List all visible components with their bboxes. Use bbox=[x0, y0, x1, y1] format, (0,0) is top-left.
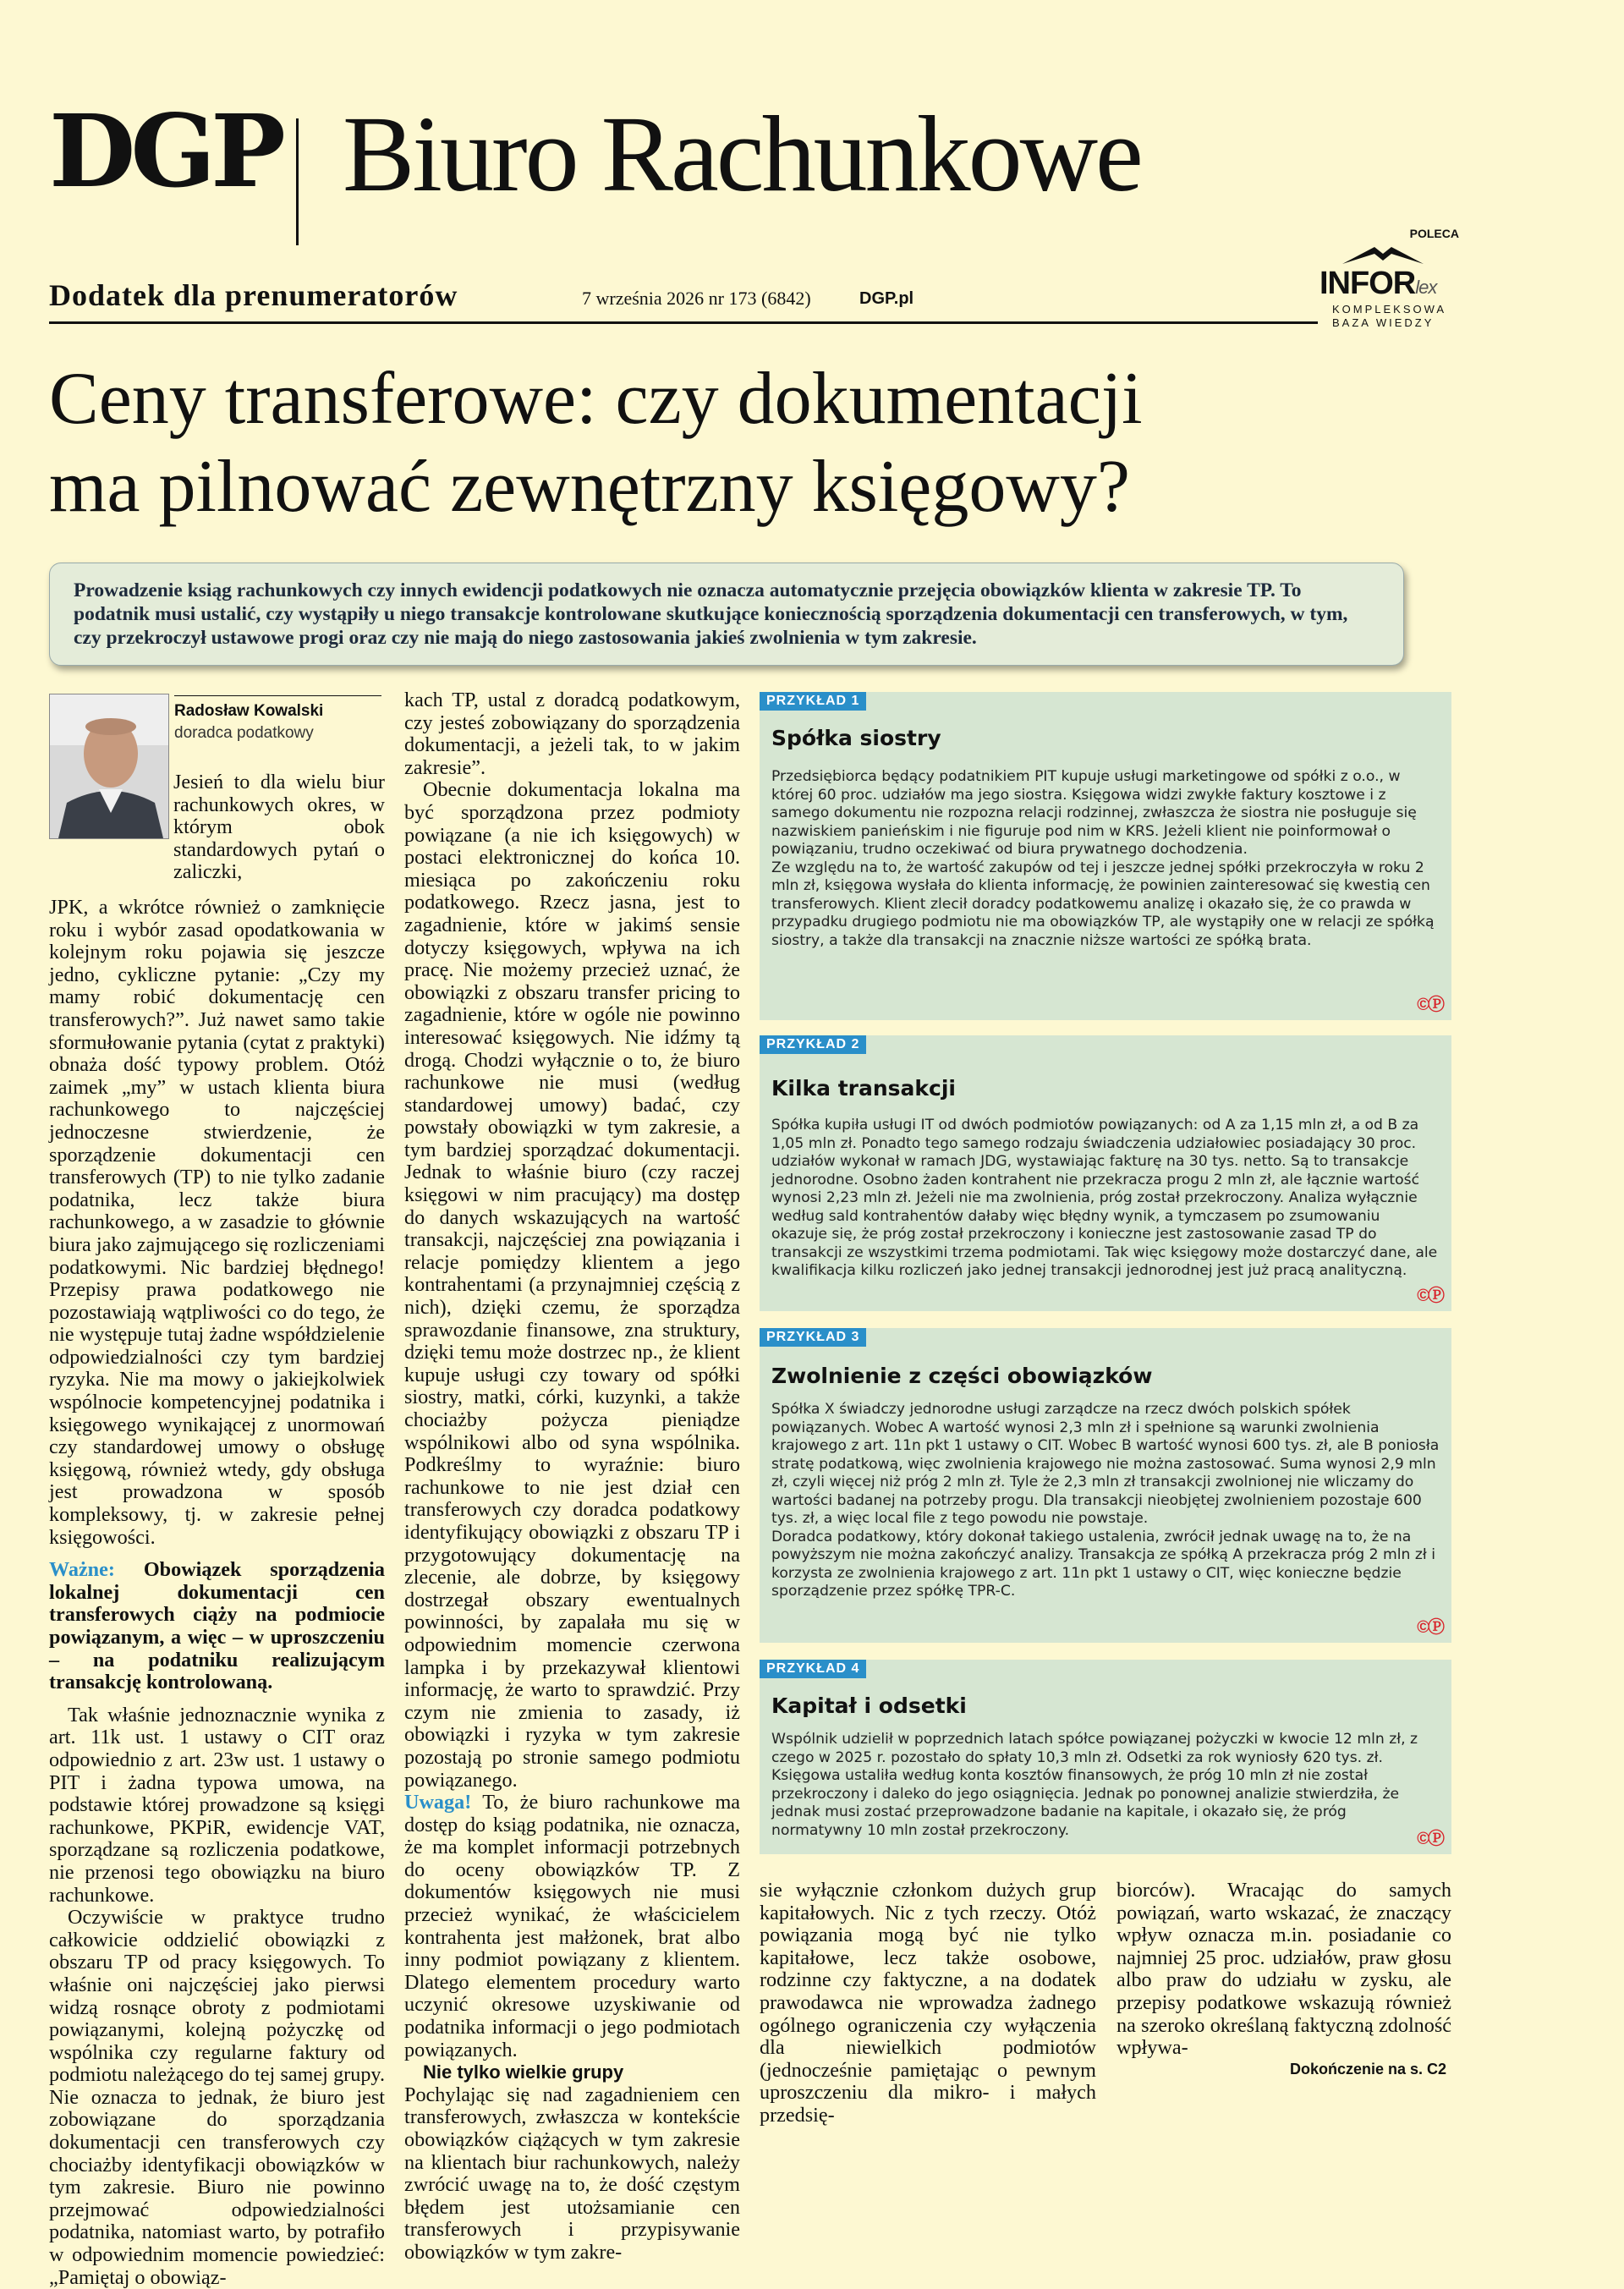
example-box-2 bbox=[760, 1035, 1451, 1311]
example-title: Spółka siostry bbox=[771, 726, 941, 750]
wazne-label: Ważne: bbox=[49, 1558, 115, 1582]
column-4 bbox=[1116, 1880, 1451, 2060]
infor-poleca: POLECA bbox=[1409, 227, 1459, 240]
example-title: Kilka transakcji bbox=[771, 1076, 956, 1101]
example-box-1 bbox=[760, 692, 1451, 1020]
infor-logo bbox=[1320, 266, 1436, 302]
brand-logo: DGP bbox=[49, 92, 281, 210]
section-title: Biuro Rachunkowe bbox=[343, 94, 1141, 214]
example-text-1: Spółka X świadczy jednorodne usługi zarządcze na rzecz dwóch polskich spółek powiązanych. Wobec A wartość wynosi 2,3 mln zł i spełnione są warunki zwolnienia krajowego z art. 11n pkt 1 ustawy o CIT. Wobec B wartość wynosi 600 tys. zł, ale B poniosła stratę podatkową, więc zwolnienia krajowego nie można zastosować. Suma wynosi 2,9 mln zł, czyli więcej niż próg 2 mln zł. Tyle że 2,3 mln zł transakcji zwolnionej nie wliczamy do wartości badanej na potrzeby progu. Dla transakcji nieobjętej zwolnieniem pozostaje 600 tys. zł, a więc local file z tego powodu nie powstaje. bbox=[771, 1401, 1440, 1527]
example-text-2: Ze względu na to, że wartość zakupów od tej i jeszcze jednej spółki przekroczyła w roku 2 mln zł, księgowa wysłała do klienta informację, że powinien zainteresować się kwestią cen transferowych. Klient zlecił doradcy podatkowemu analizę i okazało się, że co prawda w przypadku drugiego podmiotu nie ma obowiązków TP, ale wystąpiły one w relacji ze spółką siostry, a także dla transakcji na znacznie niższe wartości ze spółką brata. bbox=[771, 859, 1435, 949]
column-1 bbox=[49, 897, 385, 2289]
lead-text: Prowadzenie ksiąg rachunkowych czy innych ewidencji podatkowych nie oznacza automatycznie przejęcia obowiązków klienta w zakresie TP. To podatnik musi ustalić, czy wystąpiły u niego transakcje kontrolowane skutkujące koniecznością sporządzenia dokumentacji cen transferowych, w tym, czy przekroczył ustawowe progi oraz czy nie mają do niego zastosowania jakieś zwolnienia w tym zakresie. bbox=[74, 579, 1348, 649]
example-title: Kapitał i odsetki bbox=[771, 1693, 967, 1718]
headline-line-1: Ceny transferowe: czy dokumentacji bbox=[49, 358, 1143, 440]
headline-line-2: ma pilnować zewnętrzny księgowy? bbox=[49, 446, 1130, 528]
example-body bbox=[771, 768, 1440, 950]
supplement-label: Dodatek dla prenumeratorów bbox=[49, 278, 458, 312]
subhead: Nie tylko wielkie grupy bbox=[423, 2061, 624, 2083]
article-headline bbox=[49, 355, 1572, 531]
col1-paragraph-2: Tak właśnie jednoznacznie wynika z art. 11k ust. 1 ustawy o CIT oraz odpowiednio z art. 23w ust. 1 ustawy o PIT i żadna typowa umowa, na podstawie której prowadzone są księgi rachunkowe, PKPiR, ewidencje VAT, sporządzane są rozliczenia podatkowe, nie przenosi tego obowiązku na biuro rachunkowe. bbox=[49, 1703, 385, 1907]
infor-tagline-1: KOMPLEKSOWA bbox=[1332, 303, 1447, 316]
example-text-2: Doradca podatkowy, który dokonał takiego ustalenia, zwrócił jednak uwagę na to, że na powyższym nie można zakończyć analizy. Transakcja ze spółką A przekracza próg 2 mln zł i korzysta ze zwolnienia krajowego z art. 11n pkt 1 ustawy o CIT, więc konieczne będzie sporządzenie przez spółkę TPR-C. bbox=[771, 1528, 1436, 1600]
site-link[interactable]: DGP.pl bbox=[859, 289, 914, 308]
infor-bird-icon bbox=[1341, 242, 1425, 267]
example-body bbox=[771, 1731, 1440, 1840]
author-role: doradca podatkowy bbox=[174, 724, 314, 742]
example-body bbox=[771, 1117, 1440, 1281]
copyright-mark: ©Ⓟ bbox=[1417, 1618, 1443, 1637]
masthead-rule bbox=[49, 321, 1318, 324]
issue-date: 7 września 2026 nr 173 (6842) bbox=[582, 288, 811, 309]
column-2 bbox=[404, 689, 740, 2264]
example-tag: PRZYKŁAD 3 bbox=[760, 1328, 866, 1347]
example-tag: PRZYKŁAD 2 bbox=[760, 1035, 866, 1054]
infor-logo-suffix: lex bbox=[1415, 277, 1437, 298]
col2-paragraph-2: Obecnie dokumentacja lokalna ma być sporządzona przez podmioty powiązane (a nie ich księgowych) w postaci elektronicznej do końca 10. miesiąca po zakończeniu roku podatkowego. Rzecz jasna, jest to zagadnienie, które w jakimś sensie dotyczy księgowych, wpływa na ich pracę. Nie możemy przecież uznać, że obowiązki z obszaru transfer pricing to zagadnienie, które w ogóle nie powinno interesować księgowych. Nie idźmy tą drogą. Chodzi wyłącznie o to, że biuro rachunkowe nie musi (według standardowej umowy) badać, czy powstały obowiązki w tym zakresie, a tym bardziej sporządzać dokumentacji. Jednak to właśnie biuro (czy raczej księgowi w nim pracujący) ma dostęp do danych wskazujących na wartość transakcji, najczęściej zna powiązania i relacje pomiędzy klientem a jego kontrahentami (a przynajmniej częścią z nich), dzięki czemu, że sporządza sprawozdanie finansowe, zna struktury, dzięki temu może dostrzec np., że klient kupuje usługi czy towary od spółki siostry, matki, córki, kuzynki, a także chociażby pożycza pieniądze wspólnikowi albo od syna wspólnika. Podkreślmy to wyraźnie: biuro rachunkowe to nie jest dział cen transferowych czy doradca podatkowy identyfikujący obowiązki z obszaru TP i przygotowujący dokumentację na zlecenie, ale dobrze, by księgowy dostrzegał obszary ewentualnych powinności, by zapalała mu się w odpowiednim momencie czerwona lampka i by przekazywał klientowi informację, że warto to sprawdzić. Przy czym nie zmienia to zasady, iż obowiązki i ryzyka w tym zakresie pozostają po stronie samego podmiotu powiązanego. bbox=[404, 778, 740, 1792]
col2-paragraph-3: Pochylając się nad zagadnieniem cen transferowych, zwłaszcza w kontekście obowiązków ciążących w tym zakresie na klientach biur rachunkowych, należy zwrócić uwagę na to, że dość częstym błędem jest utożsamianie cen transferowych i przypisywanie obowiązków w tym zakre- bbox=[404, 2083, 740, 2264]
uwaga-label: Uwaga! bbox=[404, 1791, 472, 1814]
copyright-mark: ©Ⓟ bbox=[1417, 1287, 1443, 1305]
example-tag: PRZYKŁAD 4 bbox=[760, 1660, 866, 1678]
infor-logo-text: INFOR bbox=[1320, 266, 1416, 301]
example-tag: PRZYKŁAD 1 bbox=[760, 692, 866, 711]
col1-paragraph-3: Oczywiście w praktyce trudno całkowicie oddzielić obowiązki z obszaru TP od pracy księgowych. To właśnie oni najczęściej jako pierwsi widzą rosnące obroty z podmiotami powiązanymi, kolejną pożyczkę od wspólnika czy regularne faktury od podmiotu należącego do tej samej grupy. Nie oznacza to jednak, że biuro jest zobowiązane do sporządzania dokumentacji cen transferowych czy chociażby identyfikacji obowiązków w tym zakresie. Biuro nie powinno przejmować odpowiedzialności podatnika, natomiast warto, by potrafiło w odpowiednim momencie powiedzieć: „Pamiętaj o obowiąz- bbox=[49, 1906, 385, 2289]
wazne-paragraph bbox=[49, 1559, 385, 1694]
uwaga-paragraph bbox=[404, 1792, 740, 2061]
intro-text: Jesień to dla wielu biur rachunkowych okres, w którym obok standardowych pytań o zaliczki, bbox=[173, 771, 385, 884]
example-box-3 bbox=[760, 1328, 1451, 1643]
example-text-1: Przedsiębiorca będący podatnikiem PIT kupuje usługi marketingowe od spółki z o.o., w której 60 proc. udziałów ma jego siostra. Księgowa widzi zwykłe faktury kosztowe i z samego dokumentu nie rozpozna relacji rodzinnej, zwłaszcza że siostra nie posługuje się nazwiskiem panieńskim i nie figuruje pod nim w KRS. Jeżeli klient nie poinformował o powiązaniu, trudno oczekiwać od biura prywatnego dochodzenia. bbox=[771, 768, 1417, 858]
copyright-mark: ©Ⓟ bbox=[1417, 1830, 1443, 1848]
masthead-divider bbox=[296, 118, 299, 245]
infor-tagline-2: BAZA WIEDZY bbox=[1332, 316, 1435, 329]
author-rule bbox=[174, 695, 381, 696]
uwaga-text: To, że biuro rachunkowe ma dostęp do ksiąg podatnika, nie oznacza, że ma komplet informacji potrzebnych do oceny obowiązków TP. Z dokumentów księgowych nie musi przecież wynikać, że właścicielem kontrahenta jest małżonek, brat albo inny podmiot powiązany z klientem. Dlatego elementem procedury warto uczynić okresowe uzyskiwanie od podatnika informacji o jego podmiotach powiązanych. bbox=[404, 1791, 740, 2061]
author-photo bbox=[49, 694, 169, 839]
lead-box bbox=[49, 563, 1404, 666]
intro-paragraph bbox=[173, 771, 385, 884]
col1-paragraph-1: JPK, a wkrótce również o zamknięcie roku i wybór zasad opodatkowania w kolejnym roku pojawia się jeszcze jedno, cykliczne pytanie: „Czy my mamy robić dokumentację cen transferowych?”. Już nawet samo takie sformułowanie pytania (cytat z praktyki) obnaża dość typowy problem. Otóż zaimek „my” w ustach klienta biura rachunkowego to najczęściej jednoczesne stwierdzenie, że sporządzenie dokumentacji cen transferowych (TP) to nie tylko zadanie podatnika, lecz także biura rachunkowego, a w zasadzie to głównie biura jako zajmującego się rozliczeniami podatkowymi. Nic bardziej błędnego! Przepisy prawa podatkowego nie pozostawiają wątpliwości co do tego, że nie występuje tutaj żadne współdzielenie odpowiedzialności czy tym bardziej ryzyka. Nie ma mowy o jakiejkolwiek wspólnocie kompetencyjnej podatnika i księgowego wynikającej z unormowań czy standardowej umowy o obsługę księgową, również wtedy, gdy obsługa jest prowadzona w sposób kompleksowy, tj. w zakresie pełnej księgowości. bbox=[49, 896, 385, 1549]
wazne-text: Obowiązek sporządzenia lokalnej dokumentacji cen transferowych ciąży na podmiocie powiązanym, a więc – w uproszczeniu – na podatniku realizującym transakcję kontrolowaną. bbox=[49, 1558, 385, 1694]
continued-note: Dokończenie na s. C2 bbox=[1290, 2061, 1447, 2078]
example-title: Zwolnienie z części obowiązków bbox=[771, 1364, 1153, 1388]
example-body bbox=[771, 1401, 1440, 1601]
example-text-1: Wspólnik udzielił w poprzednich latach spółce powiązanej pożyczki w kwocie 12 mln zł, z czego w 2025 r. pozostało do spłaty 10,3 mln zł. Odsetki za rok wyniosły 620 tys. zł. Księgowa ustaliła według konta kosztów finansowych, że próg 10 mln zł nie został przekroczony i daleko do jego osiągnięcia. Jednak po ponownej analizie stwierdziła, że jednak musi zostać przeprowadzone badanie na kapitale, i okazało się, że próg normatywny 10 mln został przekroczony. bbox=[771, 1731, 1418, 1839]
column-3 bbox=[760, 1880, 1096, 2127]
col2-paragraph-1: kach TP, ustal z doradcą podatkowym, czy jesteś zobowiązany do sporządzenia dokumentacji, a jeżeli tak, to w jakim zakresie”. bbox=[404, 689, 740, 779]
copyright-mark: ©Ⓟ bbox=[1417, 996, 1443, 1014]
author-portrait-icon bbox=[50, 694, 168, 838]
infor-badge bbox=[1315, 227, 1459, 328]
col4-paragraph-1: biorców). Wracając do samych powiązań, warto wskazać, że znaczący wpływ oznacza m.in. posiadanie co najmniej 25 proc. udziałów, praw głosu albo praw do udziału w zysku, ale przepisy podatkowe wskazują również na szeroko określaną faktyczną zdolność wpływa- bbox=[1116, 1879, 1451, 2060]
author-name: Radosław Kowalski bbox=[174, 702, 324, 720]
col3-paragraph-1: sie wyłącznie członkom dużych grup kapitałowych. Nic z tych rzeczy. Otóż powiązania mogą być nie tylko kapitałowe, lecz także osobowe, rodzinne czy faktyczne, a na dodatek prawodawca nie wprowadza żadnego ogólnego ograniczenia czy wyłączenia dla niewielkich podmiotów (jednocześnie pamiętając o pewnym uproszczeniu dla mikro- i małych przedsię- bbox=[760, 1879, 1096, 2127]
example-text-1: Spółka kupiła usługi IT od dwóch podmiotów powiązanych: od A za 1,15 mln zł, a od B za 1,05 mln zł. Ponadto tego samego rodzaju świadczenia udziałowiec posiadający 30 proc. udziałów wykonał w ramach JDG, wystawiając fakturę na 30 tys. netto. Są to transakcje jednorodne. Osobno żaden kontrahent nie przekracza progu 2 mln zł, ale łącznie wartość wynosi 2,23 mln zł. Jeżeli nie ma zwolnienia, próg został przekroczony. Analiza wyłącznie według sald kontrahentów dałaby więc błędny wynik, a tymczasem po zsumowaniu okazuje się, że próg został przekroczony i konieczne jest zastosowanie zasad TP do transakcji ze wszystkimi trzema podmiotami. Tak więc księgowy może dostarczyć dane, ale kwalifikacja kilku rozliczeń jako jednej transakcji jednorodnej jest już pracą analityczną. bbox=[771, 1117, 1438, 1279]
example-box-4 bbox=[760, 1660, 1451, 1854]
